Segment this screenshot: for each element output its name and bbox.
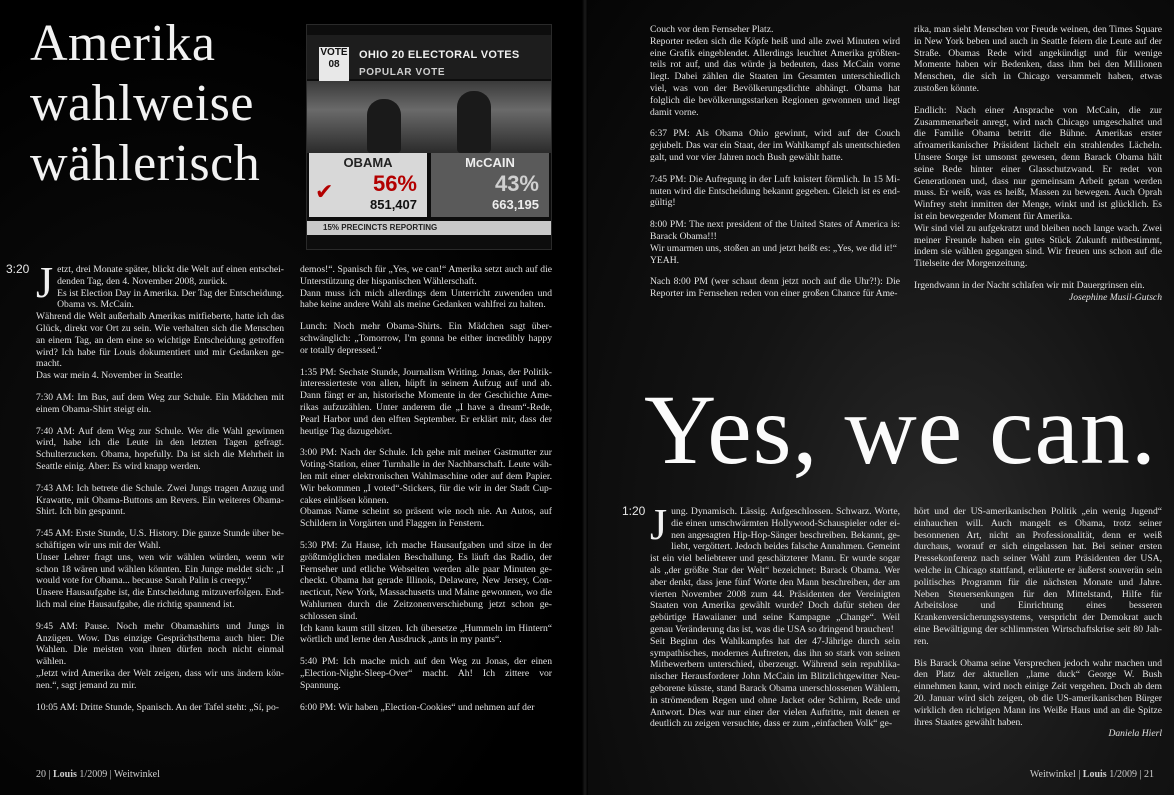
issue-label: 1/2009	[79, 769, 108, 780]
diary-entry: 8:00 PM: The next president of the United States of America is: Barack Obama!!! Wir umarmen uns, stoßen an und jetzt heißt es: „Yes, we did it!“ YEAH.	[650, 219, 900, 266]
yes-we-can-title: Yes, we can.	[644, 374, 1157, 485]
page-number: 21	[1144, 769, 1154, 780]
headline-line: wählerisch	[30, 135, 261, 192]
person-silhouette	[457, 91, 491, 153]
left-column-2	[300, 264, 552, 713]
headline-line: Amerika	[30, 15, 216, 72]
right-column-4	[914, 506, 1162, 740]
candidate-percent: 43%	[494, 171, 539, 196]
vote-logo-year: 08	[328, 59, 340, 70]
diary-entry: Endlich: Nach einer Ansprache von McCain, die zur Zusammenarbeit anregt, wird nach Chicago umgeschaltet und die Familie Obama betritt die Bühne. Amerikas erster afroamerikanischer Präsident lächelt ein strahlendes Lächeln. Unsere Sorge ist umsonst gewesen, denn Barack Obama hält seine Rede hinter einer Glasschutzwand. Er redet von Generationen und, dass nur gemeinsam Arbeit getan werden muss. Er weiß, was es heißt, Massen zu bewegen. Auch Oprah Winfrey steht inmitten der Menge, winkt und ist glücklich. Es ist ein bewegender Moment für Amerika. Wir sind viel zu aufgekratzt und bleiben noch lange wach. Zwei meiner Freunde haben ein gutes Stück Zukunft mitbestimmt, indem sie wählen gegangen sind. Wir freuen uns schon auf die Titelseite der Morgenzeitung.	[914, 104, 1162, 270]
section-label: Weitwinkel	[114, 769, 160, 780]
diary-entry: 1:35 PM: Sechste Stunde, Journalism Writing. Jonas, der Politikinteressierteste von allen, hüpft in seinem Aufzug auf und ab. Dann fängt er an, historische Momente in der Geschichte Amerikas aufzuzählen. Unter anderem die „I have a dream“-Rede, Pearl Harbor und den elften September. Er erklärt mir, dass der heutige Tag dazugehört.	[300, 366, 552, 437]
diary-entry: 7:45 PM: Die Aufregung in der Luft knistert förmlich. In 15 Minuten wird die Entscheidung bekannt gegeben. Gleich ist es endgültig!	[650, 173, 900, 209]
diary-entry: 3:00 PM: Nach der Schule. Ich gehe mit meiner Gastmutter zur Voting-Station, einer Turnhalle in der Nachbarschaft. Leute wählen mit einer elektronischen Wahlmaschine oder auf dem Papier. Wir bekommen „I voted“-Stickers, für die wir in der Stadt Cupcakes einlösen können. Obamas Name scheint so präsent wie noch nie. An Autos, auf Schildern in Vorgärten und Flaggen in Fenstern.	[300, 447, 552, 530]
candidate-votes: 851,407	[370, 197, 417, 212]
vote-logo	[319, 47, 349, 83]
issue-label: 1/2009	[1109, 769, 1137, 780]
left-column-1	[36, 258, 284, 713]
intro-paragraph	[36, 258, 284, 382]
candidate-name: OBAMA	[343, 155, 393, 170]
right-column-1	[650, 24, 900, 300]
person-silhouette	[367, 99, 401, 153]
read-time-label: 1:20	[622, 504, 646, 518]
right-column-2	[914, 24, 1162, 304]
read-time-label: 3:20	[6, 262, 30, 276]
article-paragraph: hört und der US-amerikanischen Politik „ein wenig Jugend“ einhauchen will. Auch mangelt es Obama, trotz seiner besonnenen Art, nicht an Professionalität, denn er weiß durchaus, worauf er sich eingelassen hat. Bei seiner ersten Pressekonferenz nach seiner Wahl zum Präsidenten der USA, welche in Chicago stattfand, erläuterte er äußerst souverän sein politisches Programm für die nächsten Monate und Jahre. Neben Steuersenkungen für den Mittelstand, Hilfe für Arbeitslose und Einrichtung eines besseren Krankenversicherungssystems, verspricht der Demokrat auch eine Bewältigung der schlimmsten Wirtschaftskrise seit 80 Jahren.	[914, 506, 1162, 647]
candidate-percent: 56%	[372, 171, 417, 196]
candidate-panel-mccain	[431, 153, 549, 217]
candidate-votes: 663,195	[492, 197, 539, 212]
diary-entry: 7:43 AM: Ich betrete die Schule. Zwei Jungs tragen Anzug und Krawatte, mit Obama-Buttons am Revers. Ein weiteres Obama-Shirt. Ich bin gespannt.	[36, 482, 284, 518]
headline-line: wahlweise	[30, 75, 254, 132]
election-tv-photo	[306, 24, 552, 250]
drop-cap: J	[650, 500, 668, 549]
diary-entry: 5:30 PM: Zu Hause, ich mache Hausaufgaben und sitze in der größtmöglichen medialen Beschallung. Es läuft das Radio, der Fernseher und etliche Webseiten werden alle paar Minuten gecheckt. Obama hat gerade Illinois, Delaware, New Jersey, Connecticut, New York, Massachusetts und Maine gewonnen, wo die Wahlurnen durch die Zeitzonenverschiebung jetzt schon geschlossen sind. Ich kann kaum still sitzen. Ich übersetze „Hummeln im Hintern“ wörtlich und lerne den Ausdruck „ants in my pants“.	[300, 539, 552, 646]
diary-entry: 10:05 AM: Dritte Stunde, Spanisch. An der Tafel steht: „Sí, po-	[36, 701, 279, 713]
right-folio: Weitwinkel | Louis 1/2009 | 21	[1029, 769, 1154, 780]
diary-entry: 5:40 PM: Ich mache mich auf den Weg zu Jonas, der einen „Election-Night-Sleep-Over“ macht. Ah! Ich zittere vor Spannung.	[300, 656, 552, 691]
section-label: Weitwinkel	[1029, 769, 1076, 780]
drop-cap: J	[36, 258, 54, 307]
headline	[30, 14, 260, 194]
article-text: ung. Dynamisch. Lässig. Aufgeschlossen. Schwarz. Worte, die einen umschwärmten Hollywood-Schauspieler oder einen angesagten Hip-Hop-Sänger beschreiben. Bekannt, geliebt, vergöttert. Jedoch beides falsche Annahmen. Gemeint ist ein viel beliebterer und geschätzterer Mann. Er wurde sogar als „der größte Star der Welt“ bezeichnet: Barack Obama. Wer aber denkt, dass jene fünf Worte den Mann beschreiben, der am vierten November 2008 zum 44. Präsidenten der Vereinigten Staaten von Amerika gewählt wurde? Doch dafür stehen der gebürtige Hawaiianer und seine Kampagne „Change“. Weil genau Veränderung das ist, was die USA so dringend brauchen! Seit Beginn des Wahlkampfes hat der 47-Jährige durch sein sympathisches, modernes Auftreten, das ihn so stark von seinen Mitbewerbern unterschied, überzeugt. Während sein republikanischer Herausforderer John McCain im Blitzlichtgewitter Neugeborene küsste, stand Barack Obama unerschlossenen Wählern, in strömendem Regen und ohne Jacket oder Schirm, Rede und Antwort. Dies war nur einer der vielen Auftritte, mit denen er deutlich zu zeigen versuchte, dass er zum „einfachen Volk“ ge-	[650, 506, 900, 730]
diary-entry: 6:37 PM: Als Obama Ohio gewinnt, wird auf der Couch gejubelt. Das war ein Staat, der im Wahlkampf als unentschieden galt, und vor vier Jahren noch Bush gewählt hatte.	[650, 128, 900, 163]
article-paragraph: Bis Barack Obama seine Versprechen jedoch wahr machen und den Platz der aktuellen „lame duck“ George W. Bush einnehmen kann, wird noch einige Zeit vergehen. Doch ab dem 20. Januar wird sich zeigen, ob die US-amerikanischen Bürger wirklich den richtigen Mann ins Weiße Haus und an die Spitze ihres Staates gewählt haben.	[914, 657, 1162, 728]
diary-entry: 7:30 AM: Im Bus, auf dem Weg zur Schule. Ein Mädchen mit einem Obama-Shirt steigt ein.	[36, 391, 284, 415]
tv-banner	[307, 35, 551, 79]
diary-entry: Nach 8:00 PM (wer schaut denn jetzt noch auf die Uhr?!): Die Reporter im Fernsehen reden von einer großen Chance für Ame-	[650, 276, 900, 300]
checkmark-icon: ✔	[315, 179, 334, 204]
candidate-name: McCAIN	[465, 155, 515, 170]
intro-text: etzt, drei Monate später, blickt die Welt auf einen entscheidenden Tag, den 4. November 2008, zurück. Es ist Election Day in Amerika. Der Tag der Entscheidung. Obama vs. McCain. Während die Welt außerhalb Amerikas mitfieberte, hatte ich das Glück, direkt vor Ort zu sein. Wie verhalten sich die Menschen an einem Tag, an dem eine so wichtige Entscheidung getroffen wird? Ich habe für Louis dokumentiert und mir Gedanken gemacht. Das war mein 4. November in Seattle:	[36, 264, 284, 382]
diary-entry: demos!“. Spanisch für „Yes, we can!“ Amerika setzt auch auf die Unterstützung der hispanischen Wählerschaft. Dann muss ich mich allerdings dem Unterricht zuwenden und habe keine andere Wahl als meine Gedanken wahlfrei zu halten.	[300, 264, 552, 311]
left-folio: 20 | Louis 1/2009 | Weitwinkel	[36, 769, 160, 780]
precincts-ticker: 15% PRECINCTS REPORTING	[307, 221, 551, 235]
diary-entry: 9:45 AM: Pause. Noch mehr Obamashirts und Jungs in Anzügen. Wow. Das einzige Gesprächsthema auch hier: Die Wahlen. Die meisten von ihnen dürfen noch nicht einmal wählen. „Jetzt wird Amerika der Welt zeigen, dass wir uns ändern können.“, sagt jemand zu mir.	[36, 620, 284, 691]
candidate-panel-obama	[309, 153, 427, 217]
author-signature: Josephine Musil-Gutsch	[1069, 291, 1162, 303]
magazine-name: Louis	[53, 769, 77, 780]
right-column-3	[650, 500, 900, 730]
vote-logo-text: VOTE	[320, 47, 348, 58]
author-signature: Daniela Hierl	[1108, 728, 1162, 740]
diary-entry: 7:45 AM: Erste Stunde, U.S. History. Die ganze Stunde über beschäftigen wir uns mit der Wahl. Unser Lehrer fragt uns, wen wir wählen würden, wenn wir schon 18 wären und wählen könnten. Ein Junge meldet sich: „I would vote for Obama... because Sarah Palin is creepy.“ Unsere Hausaufgabe ist, die Entscheidung mitzuverfolgen. Endlich mal eine Hausaufgabe, die richtig spannend ist.	[36, 528, 284, 610]
left-page	[0, 0, 582, 795]
diary-entry: Couch vor dem Fernseher Platz. Reporter reden sich die Köpfe heiß und alle zwei Minuten wird eine Grafik eingeblendet. Allerdings leuchtet Amerika größtenteils rot auf, und das würde ja bedeuten, dass McCain vorne liegt. Dabei zählen die Staaten im Gesamten unterschiedlich viel, was von der Bevölkerungsdichte abhängt. Obama hat folglich die bevölkerungsstarken Regionen gewonnen und liegt damit vorne.	[650, 24, 900, 118]
right-page	[588, 0, 1174, 795]
magazine-name: Louis	[1082, 769, 1107, 780]
diary-entry: rika, man sieht Menschen vor Freude weinen, den Times Square in New York beben und auch in Seattle feiern die Leute auf der Straße. Obamas Rede wird angekündigt und für wenige Momente haben wir Bedenken, dass ihm bei den Millionen Menschen, die sich in Chicago versammelt haben, etwas zustoßen könnte.	[914, 24, 1162, 94]
page-number: 20	[36, 769, 46, 780]
article-paragraph	[650, 500, 900, 730]
diary-entry: 6:00 PM: Wir haben „Election-Cookies“ und nehmen auf der	[300, 701, 535, 713]
electoral-votes-label: OHIO 20 ELECTORAL VOTES	[359, 49, 520, 61]
diary-entry: 7:40 AM: Auf dem Weg zur Schule. Wer die Wahl gewinnen wird, habe ich die Leute in den letzten Tagen gefragt. Schulterzucken. Obama, hopefully. Da ist sich die Mehrheit in Seattle einig. Aber: Es wird knapp werden.	[36, 425, 284, 472]
diary-entry: Lunch: Noch mehr Obama-Shirts. Ein Mädchen sagt überschwänglich: „Tomorrow, I'm gonna be either incredibly happy or totally depressed.“	[300, 321, 552, 356]
tv-scene	[307, 81, 551, 153]
popular-vote-label: POPULAR VOTE	[359, 67, 446, 78]
diary-entry: Irgendwann in der Nacht schlafen wir mit Dauergrinsen ein.	[914, 279, 1145, 291]
